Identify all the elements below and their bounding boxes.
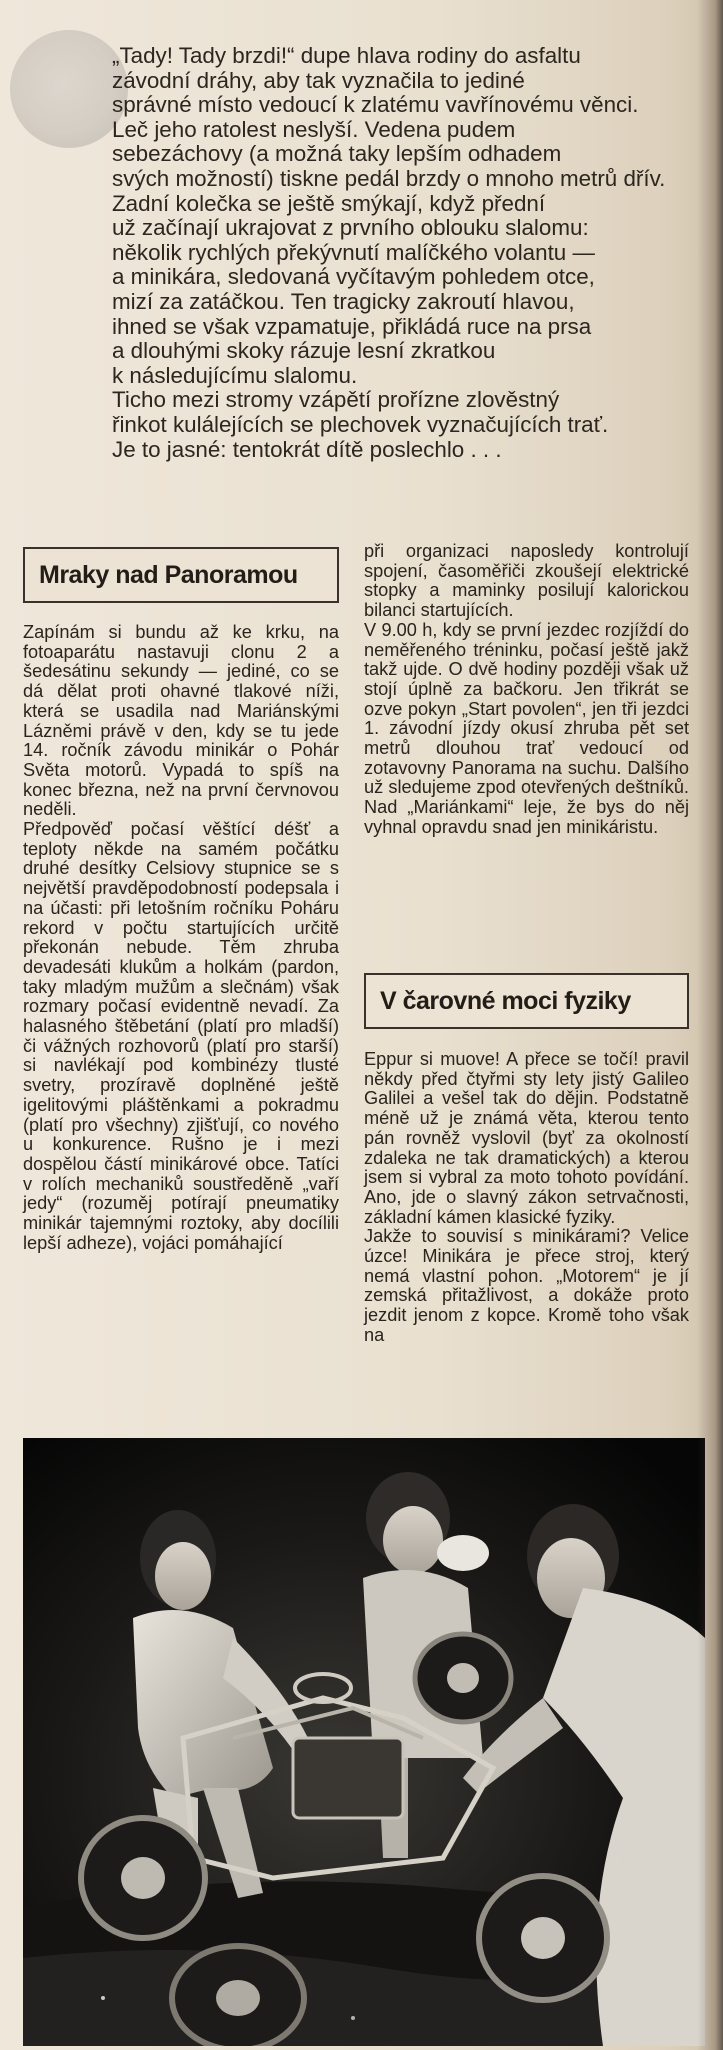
decorative-circle — [10, 30, 128, 148]
column-right-bottom — [364, 1050, 689, 1346]
intro-line: „Tady! Tady brzdi!“ dupe hlava rodiny do asfaltu — [112, 43, 581, 68]
intro-line: Zadní kolečka se ještě smýkají, když přední — [112, 190, 546, 216]
page-edge-shadow — [697, 0, 723, 2050]
paragraph: při organizaci naposledy kontrolují spojení, časoměřiči zkoušejí elektrické stopky a maminky posilují kalorickou bilanci startujících. — [364, 541, 689, 621]
intro-line: závodní dráhy, aby tak vyznačila to jediné — [112, 67, 525, 93]
paragraph: Jakže to souvisí s minikárami? Velice úzce! Minikára je přece stroj, který nemá vlastní pohon. „Motorem“ je jí zemská přitažlivost, a dokáže proto jezdit jenom z kopce. Kromě toho však na — [364, 1226, 689, 1345]
paragraph: Zapínám si bundu až ke krku, na fotoaparátu nastavuji clonu 2 a šedesátinu sekundy — jediné, co se dá dělat proti ohavné tlakové níži, která se usadila nad Mariánskými Lázněmi právě v den, kdy se tu jede 14. ročník závodu minikár o Pohár Světa motorů. Vypadá to spíš na konec března, než na první červnovou neděli. — [23, 622, 339, 820]
wheel-icon — [172, 1946, 304, 2046]
section-heading-text: V čarovné moci fyziky — [380, 986, 631, 1015]
intro-line: a minikára, sledovaná vyčítavým pohledem otce, — [112, 264, 595, 290]
intro-line: už začínají ukrajovat z prvního oblouku slalomu: — [112, 215, 589, 241]
section-heading-fyzika — [364, 973, 689, 1029]
intro-line: svých možností) tiskne pedál brzdy o mnoho metrů dřív. — [112, 165, 666, 191]
intro-line: a dlouhými skoky rázuje lesní zkratkou — [112, 338, 496, 364]
section-heading-text: Mraky nad Panoramou — [39, 560, 298, 589]
wheel-icon — [479, 1876, 607, 2000]
intro-line: správné místo vedoucí k zlatému vavřínovému věnci. — [112, 92, 639, 118]
intro-line: mizí za zatáčkou. Ten tragicky zakroutí hlavou, — [112, 288, 575, 314]
intro-line: Je to jasné: tentokrát dítě poslechlo . . . — [112, 436, 502, 462]
intro-line: k následujícímu slalomu. — [112, 362, 358, 388]
column-right-top — [364, 542, 689, 838]
intro-line: řinkot kulálejících se plechovek vyznačujících trať. — [112, 411, 609, 437]
photo-illustration — [23, 1438, 705, 2046]
intro-line: Ticho mezi stromy vzápětí proříznе zlověstný — [112, 387, 560, 413]
wheel-icon — [415, 1634, 511, 1722]
article-photo — [23, 1438, 705, 2046]
section-heading-mraky — [23, 547, 339, 603]
paragraph: Eppur si muove! A přece se točí! pravil někdy před čtyřmi sty lety jistý Galileo Galilei a vešel tak do dějin. Podstatně méně už je známá věta, kterou tento pán rovněž vyslovil (byť za okolností zdaleka ne tak dramatických) a kterou jsem si vybral za moto tohoto povídání. Ano, jde o slavný zákon setrvačnosti, základní kámen klasické fyziky. — [364, 1049, 689, 1227]
paragraph: V 9.00 h, kdy se první jezdec rozjíždí do neměřeného tréninku, počasí ještě jakž takž ujde. O dvě hodiny později však už stojí úplně za bačkoru. Jen třikrát se ozve pokyn „Start povolen“, jen tři jezdci 1. závodní jízdy okusí zhruba pět set metrů dlouhou trať vedoucí od zotavovny Panorama na suchu. Dalšího už sledujeme zpod otevřených deštníků. Nad „Mariánkami“ leje, že bys do něj vyhnal opravdu snad jen minikáristu. — [364, 619, 689, 837]
wheel-icon — [81, 1818, 205, 1938]
intro-line: ihned se však vzpamatuje, přikládá ruce na prsa — [112, 313, 592, 339]
intro-line: Leč jeho ratolest neslyší. Vedena pudem — [112, 116, 516, 142]
column-left — [23, 623, 339, 1254]
intro-line: sebezáchovy (a možná taky lepším odhadem — [112, 141, 562, 167]
intro-text — [112, 44, 700, 462]
intro-line: několik rychlých překývnutí malíčkého volantu — — [112, 239, 595, 265]
paragraph: Předpověď počasí věštící déšť a teploty někde na samém počátku druhé desítky Celsiovy stupnice se s největší pravděpodobností podepsala i na účasti: při letošním ročníku Poháru rekord v počtu startujících určitě překonán nebude. Těm zhruba devadesáti klukům a holkám (pardon, taky mladým mužům a slečnám) však rozmary počasí evidentně nevadí. Za halasného štěbetání (platí pro mladší) či vážných rozhovorů (platí pro starší) si navlékají pod kombinézy tlusté svetry, prozíravě doplněné ještě igelitovými pláštěnkami a pokradmu (platí pro všechny) zjišťují, co nového u konkurence. Rušno je i mezi dospělou částí minikárové obce. Tatíci v rolích mechaniků soustředěně „vaří jedy“ (rozuměj potírají pneumatiky minikár tajemnými roztoky, aby docílili lepší adheze), vojáci pomáhající — [23, 819, 339, 1253]
